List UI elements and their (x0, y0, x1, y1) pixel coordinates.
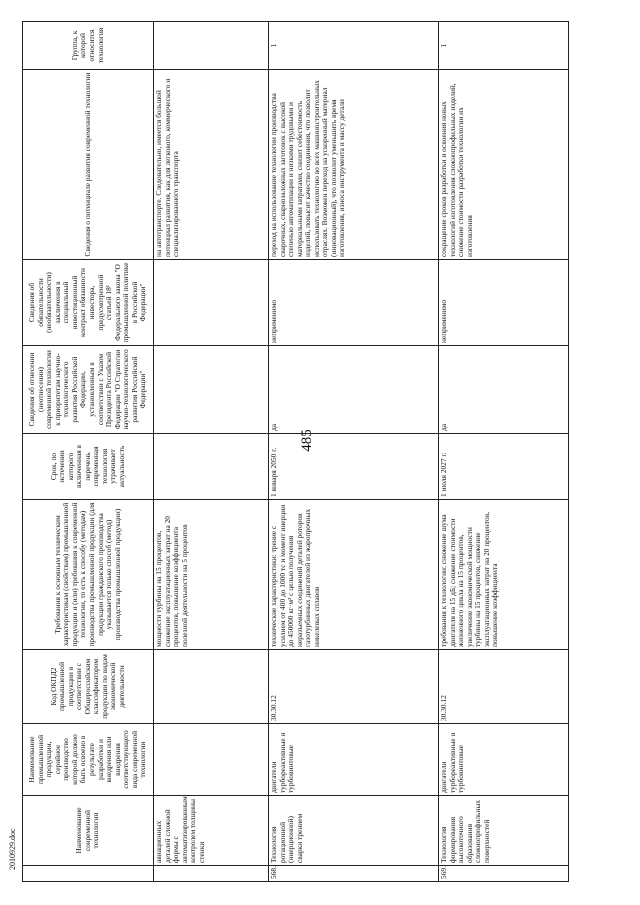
page-number: 485 (298, 429, 315, 452)
header-num (23, 866, 154, 882)
table-row (439, 22, 569, 882)
row-num (154, 866, 269, 882)
row-group: 1 (269, 22, 439, 70)
row-name: Технология формирования высокоточного образования сложнопрофильных поверхностей (439, 796, 569, 866)
row-num: 568. (269, 866, 439, 882)
row-group (154, 22, 269, 70)
header-potential: Сведения о потенциале развития современной технологии (23, 70, 154, 260)
row-requirements: требования к технологии: снижение шума двигателя на 15 дБ; снижение стоимости жизненного цикла на 15 процентов, увеличение экономической мощности турбины на 15 процентов, снижение эксплуатационных затрат на 20 процентов, повышение коэффициента (439, 500, 569, 650)
document-id: 2010929.doc (8, 828, 17, 870)
header-priority: Сведения об отнесении (неотнесении) современной технологии к приоритетам научно-технологического развития Российской Федерации, установленным в соответствии с Указом Президента Российской Федерации "О Стратегии научно-технологического развития Российской Федерации" (23, 346, 154, 434)
row-deadline: 1 июля 2027 г. (439, 434, 569, 500)
row-code (154, 650, 269, 724)
row-requirements: мощности турбины на 15 процентов, снижение эксплуатационных затрат на 20 процентов, повышение коэффициента полезной деятельности на 5 процентов (154, 500, 269, 650)
row-potential: на автотранспорте. Следовательно, имеется большой потенциал развития, как для легкового, коммерческого и специализированного транспорта (154, 70, 269, 260)
row-deadline: 1 января 2050 г. (269, 434, 439, 500)
row-deadline (154, 434, 269, 500)
row-obligation: неприменимо (439, 260, 569, 346)
row-product: двигатели турбореактивные и турбовинтовые (439, 724, 569, 796)
header-obligation: Сведения об обязательности (необязательности) заключения в специальный инвестиционный контракт обязанности инвестора, предусмотренной статьей 18¹ Федерального закона "О промышленной политике в Российской Федерации" (23, 260, 154, 346)
row-group: 1 (439, 22, 569, 70)
header-group: Группа, к которой относится технология (23, 22, 154, 70)
row-obligation (154, 260, 269, 346)
row-name: Технология ротационной (инерционной) сварки трением (269, 796, 439, 866)
row-code: 30.30.12 (439, 650, 569, 724)
row-name: авиационных деталей сложной формы с автоматизированным контролем толщины стенки (154, 796, 269, 866)
row-requirements: технические характеристики: трение с усилием от 400 до 1000 тс и момент инерции до 450000 кг·м² с целью получения неразъемных соединений деталей роторов газотурбинных двигателей из жаропрочных никелевых сплавов (269, 500, 439, 650)
row-priority (154, 346, 269, 434)
row-obligation: неприменимо (269, 260, 439, 346)
header-requirements: Требования к основным техническим характеристикам (свойствам) промышленной продукции и (или) требования к современной технологии, то есть к способу (методам) производства промышленной продукции (для продукции гражданского производства указывается только способ (метод) производства промышленной продукции) (23, 500, 154, 650)
row-code: 30.30.12 (269, 650, 439, 724)
row-potential: переход на использование технологии производства сварочных, сварнозаложных заготовок с высокой степенью автоматизации и низкими трудовыми и материальными затратами, снизит себестоимость изделий, повысит качество соединения, что позволит использовать технологию во всех машиностроительных отраслях. Возможен переход на ускоренный материал (инновационный), что позволит уменьшить время изготовления, износа инструмента и массу детали (269, 70, 439, 260)
row-priority: да (439, 346, 569, 434)
row-priority: да (269, 346, 439, 434)
table-header-row (23, 22, 154, 882)
table-row (269, 22, 439, 882)
header-deadline: Срок, по истечении которого включенная в перечень современная технология утрачивает актуальность (23, 434, 154, 500)
row-num: 569. (439, 866, 569, 882)
table-row (154, 22, 269, 882)
header-name: Наименование современной технологии (23, 796, 154, 866)
row-product: двигатели турбореактивные и турбовинтовые (269, 724, 439, 796)
row-product (154, 724, 269, 796)
technology-table (22, 21, 569, 882)
header-product: Наименование промышленной продукции, серийное производство которой должно быть освоено в результате разработки и внедрения или внедрения соответствующего вида современной технологии (23, 724, 154, 796)
rotated-table-container (22, 22, 622, 882)
header-code: Код ОКПД2 промышленной продукции в соответствии с Общероссийским классификатором продукции по видам экономической деятельности (23, 650, 154, 724)
row-potential: сокращение сроков разработки и освоения новых технологий изготовления сложнопрофильных изделий, снижение стоимости разработки технологии их изготовления (439, 70, 569, 260)
